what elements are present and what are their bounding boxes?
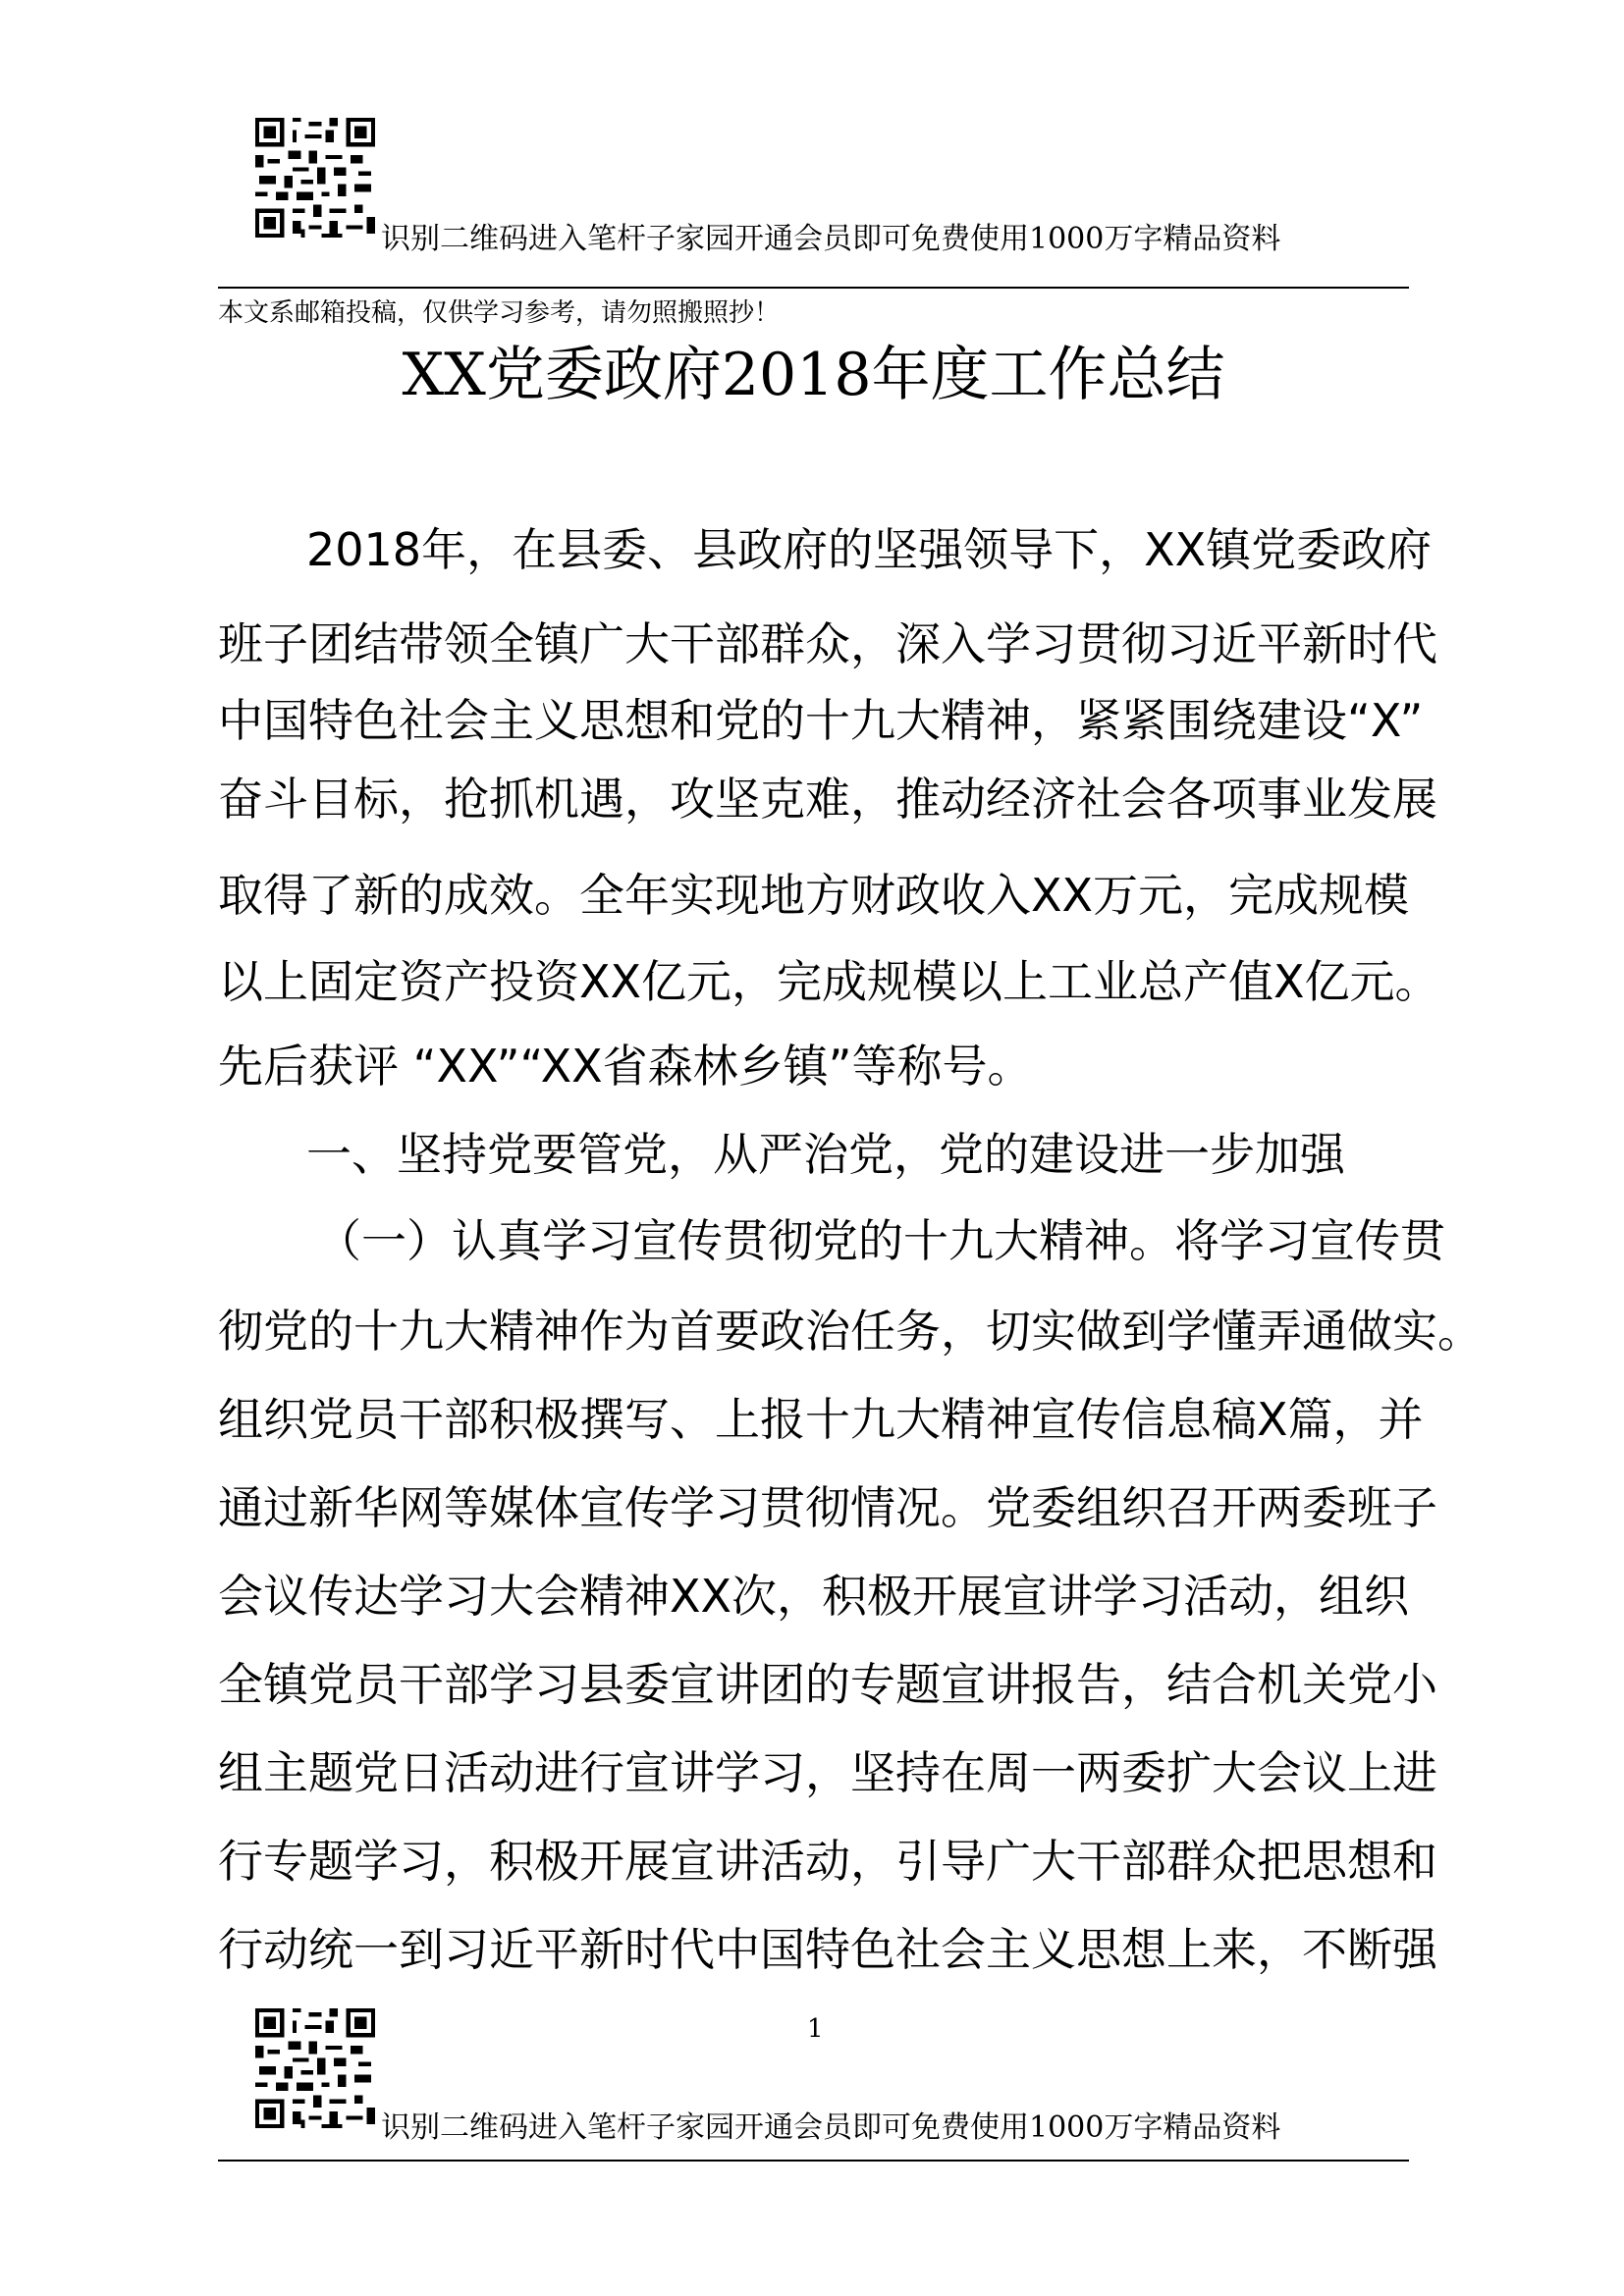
- header-qr-code-icon[interactable]: [255, 118, 375, 238]
- page-number: 1: [807, 2014, 824, 2044]
- paragraph-line: 全镇党员干部学习县委宣讲团的专题宣讲报告，结合机关党小: [218, 1658, 1437, 1711]
- header-promo-text: 识别二维码进入笔杆子家园开通会员即可免费使用1000万字精品资料: [381, 222, 1281, 256]
- footer-divider: [218, 2160, 1409, 2162]
- paragraph-line: 行专题学习，积极开展宣讲活动，引导广大干部群众把思想和: [218, 1835, 1437, 1888]
- section-heading: 一、坚持党要管党，从严治党，党的建设进一步加强: [306, 1128, 1345, 1181]
- paragraph-line: 组主题党日活动进行宣讲学习，坚持在周一两委扩大会议上进: [218, 1746, 1437, 1799]
- paragraph-line: 组织党员干部积极撰写、上报十九大精神宣传信息稿X篇，并: [218, 1393, 1424, 1446]
- paragraph-line: 取得了新的成效。全年实现地方财政收入XX万元，完成规模: [218, 869, 1410, 922]
- footer-qr-code-icon[interactable]: [255, 2008, 375, 2128]
- paragraph-line: 以上固定资产投资XX亿元，完成规模以上工业总产值X亿元。: [218, 955, 1440, 1008]
- paragraph-line: 彻党的十九大精神作为首要政治任务，切实做到学懂弄通做实。: [218, 1305, 1483, 1358]
- paragraph-line: 中国特色社会主义思想和党的十九大精神，紧紧围绕建设“X”: [218, 694, 1424, 747]
- footer-promo-text: 识别二维码进入笔杆子家园开通会员即可免费使用1000万字精品资料: [381, 2110, 1281, 2145]
- paragraph-line: 会议传达学习大会精神XX次，积极开展宣讲学习活动，组织: [218, 1570, 1410, 1623]
- paragraph-line: 行动统一到习近平新时代中国特色社会主义思想上来，不断强: [218, 1923, 1437, 1976]
- document-title: XX党委政府2018年度工作总结: [402, 341, 1225, 409]
- subsection-heading-line: （一）认真学习宣传贯彻党的十九大精神。将学习宣传贯: [316, 1214, 1445, 1267]
- paragraph-line: 先后获评 “XX”“XX省森林乡镇”等称号。: [218, 1040, 1033, 1093]
- header-divider: [218, 287, 1409, 289]
- paragraph-line: 2018年，在县委、县政府的坚强领导下，XX镇党委政府: [306, 523, 1433, 576]
- paragraph-line: 奋斗目标，抢抓机遇，攻坚克难，推动经济社会各项事业发展: [218, 773, 1437, 826]
- paragraph-line: 班子团结带领全镇广大干部群众，深入学习贯彻习近平新时代: [218, 617, 1437, 670]
- paragraph-line: 通过新华网等媒体宣传学习贯彻情况。党委组织召开两委班子: [218, 1481, 1437, 1534]
- copyright-notice: 本文系邮箱投稿，仅供学习参考，请勿照搬照抄！: [218, 298, 781, 328]
